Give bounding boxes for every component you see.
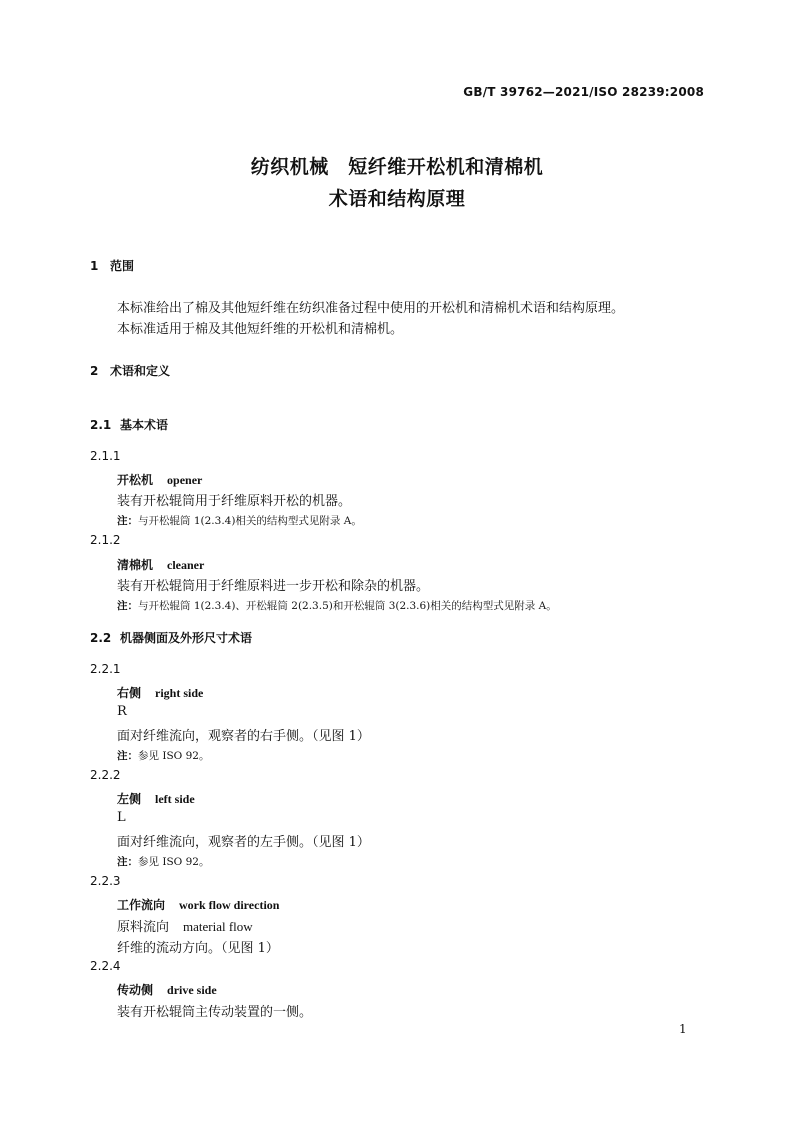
term-note	[117, 854, 210, 869]
term-definition: 纤维的流动方向。（见图 1）	[117, 941, 279, 956]
term-zh: 开松机	[117, 473, 154, 487]
synonym-en: material flow	[183, 919, 253, 934]
term-heading	[117, 471, 202, 488]
note-label: 注：	[117, 856, 138, 868]
term-en: right side	[155, 686, 204, 700]
term-number: 2.1.1	[90, 449, 121, 463]
term-en: left side	[155, 792, 195, 806]
section-2-1-heading	[90, 416, 168, 433]
term-heading	[117, 556, 204, 573]
term-heading	[117, 684, 203, 701]
document-title-line1: 纺织机械 短纤维开松机和清棉机	[250, 156, 544, 178]
document-title-line2: 术语和结构原理	[328, 188, 466, 210]
note-text: 与开松辊筒 1(2.3.4)、开松辊筒 2(2.3.5)和开松辊筒 3(2.3.6)相关的结构型式见附录 A。	[138, 600, 557, 612]
term-note	[117, 513, 362, 528]
section-title: 范围	[110, 259, 135, 273]
section-number: 2.1	[90, 418, 112, 432]
section-2-heading	[90, 362, 170, 379]
note-text: 参见 ISO 92。	[138, 856, 210, 868]
term-definition: 面对纤维流向，观察者的左手侧。（见图 1）	[117, 835, 370, 850]
note-label: 注：	[117, 600, 138, 612]
note-text: 与开松辊筒 1(2.3.4)相关的结构型式见附录 A。	[138, 515, 362, 527]
term-en: opener	[167, 473, 203, 487]
note-label: 注：	[117, 515, 138, 527]
term-definition: 装有开松辊筒用于纤维原料进一步开松和除杂的机器。	[117, 579, 430, 594]
term-abbreviation: R	[117, 704, 127, 719]
term-number: 2.1.2	[90, 533, 121, 547]
section-number: 2	[90, 364, 99, 378]
section-number: 1	[90, 259, 99, 273]
term-abbreviation: L	[117, 810, 126, 825]
term-en: cleaner	[167, 558, 205, 572]
standard-id: GB/T 39762—2021/ISO 28239:2008	[463, 85, 704, 99]
term-zh: 传动侧	[117, 983, 154, 997]
term-synonym	[117, 916, 253, 935]
section-1-heading	[90, 257, 134, 274]
term-zh: 清棉机	[117, 558, 154, 572]
term-definition: 装有开松辊筒用于纤维原料开松的机器。	[117, 494, 352, 509]
section-title: 基本术语	[120, 418, 169, 432]
scope-paragraph-1: 本标准给出了棉及其他短纤维在纺织准备过程中使用的开松机和清棉机术语和结构原理。	[117, 301, 625, 316]
term-number: 2.2.4	[90, 959, 121, 973]
section-title: 术语和定义	[110, 364, 171, 378]
term-en: drive side	[167, 983, 217, 997]
page-number: 1	[679, 1022, 687, 1036]
term-zh: 左侧	[117, 792, 142, 806]
term-en: work flow direction	[179, 898, 280, 912]
term-number: 2.2.1	[90, 662, 121, 676]
term-number: 2.2.2	[90, 768, 121, 782]
term-note	[117, 748, 210, 763]
section-number: 2.2	[90, 631, 112, 645]
term-heading	[117, 790, 195, 807]
term-zh: 工作流向	[117, 898, 166, 912]
term-heading	[117, 896, 279, 913]
term-heading	[117, 981, 217, 998]
synonym-zh: 原料流向	[117, 920, 170, 935]
scope-paragraph-2: 本标准适用于棉及其他短纤维的开松机和清棉机。	[117, 322, 404, 337]
term-zh: 右侧	[117, 686, 142, 700]
term-definition: 装有开松辊筒主传动装置的一侧。	[117, 1005, 313, 1020]
term-definition: 面对纤维流向，观察者的右手侧。（见图 1）	[117, 729, 370, 744]
term-number: 2.2.3	[90, 874, 121, 888]
term-note	[117, 598, 557, 613]
section-title: 机器侧面及外形尺寸术语	[120, 631, 253, 645]
section-2-2-heading	[90, 629, 252, 646]
note-text: 参见 ISO 92。	[138, 750, 210, 762]
note-label: 注：	[117, 750, 138, 762]
